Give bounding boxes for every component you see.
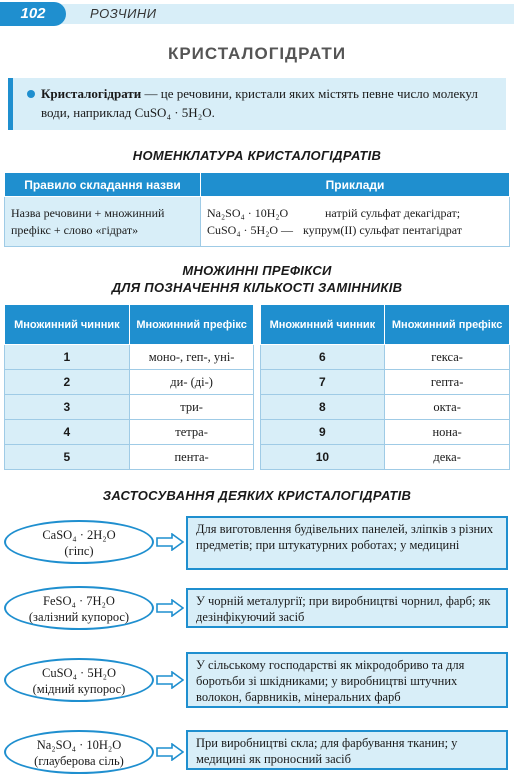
factor-cell: 1: [5, 345, 130, 370]
example-line: [207, 205, 503, 222]
rule-cell: Назва речовини + множинний префікс + слово «гідрат»: [5, 197, 201, 247]
definition-text: [41, 84, 501, 122]
col-rule-header: Правило складання назви: [5, 173, 201, 197]
factor-cell: 7: [260, 370, 385, 395]
table-row: [5, 445, 510, 470]
definition-end: .: [211, 105, 215, 120]
formula-oval: [4, 586, 154, 630]
factor-cell: 4: [5, 420, 130, 445]
example-name: натрій сульфат декагідрат;: [325, 205, 461, 220]
use-formula: CaSO₄ · 2H₂O: [42, 528, 116, 542]
use-formula: CuSO₄ · 5H₂O: [42, 666, 116, 680]
header-bar: [0, 4, 514, 24]
use-description: У сільському господарстві як мікродобриво та для боротьби зі шкідниками; у виробництві штучних волокон, барвників, мінеральних фарб: [186, 652, 508, 708]
col-factor-header: Множинний чинник: [5, 305, 130, 345]
col-prefix-header: Множинний префікс: [385, 305, 510, 345]
table-row: [5, 420, 510, 445]
use-name: (глауберова сіль): [34, 754, 124, 768]
prefixes-title-2: ДЛЯ ПОЗНАЧЕННЯ КІЛЬКОСТІ ЗАМІННИКІВ: [111, 280, 403, 295]
definition-body: — це речовини, кристали яких містять певне число молекул води, наприклад: [41, 86, 478, 120]
use-name: (мідний купорос): [32, 682, 126, 696]
prefix-cell: окта-: [385, 395, 510, 420]
factor-cell: 2: [5, 370, 130, 395]
right-arrow-icon: [156, 599, 184, 617]
col-prefix-header: Множинний префікс: [129, 305, 254, 345]
prefixes-table: [4, 304, 510, 470]
factor-cell: 8: [260, 395, 385, 420]
prefix-cell: дека-: [385, 445, 510, 470]
example-formula: Na₂SO₄ · 10H₂O: [207, 205, 289, 220]
factor-cell: 6: [260, 345, 385, 370]
col-examples-header: Приклади: [201, 173, 510, 197]
table-row: [5, 345, 510, 370]
example-name: купрум(II) сульфат пентагідрат: [303, 222, 462, 237]
page-number: 102: [0, 2, 66, 26]
page-title: КРИСТАЛОГІДРАТИ: [167, 44, 347, 63]
table-row: [5, 395, 510, 420]
prefix-cell: три-: [129, 395, 254, 420]
right-arrow-icon: [156, 743, 184, 761]
table-header-row: [5, 305, 510, 345]
prefix-cell: ди- (ді-): [129, 370, 254, 395]
table-row: [5, 370, 510, 395]
table-row: [5, 197, 510, 247]
uses-title: ЗАСТОСУВАННЯ ДЕЯКИХ КРИСТАЛОГІДРАТІВ: [102, 488, 412, 503]
definition-example: CuSO₄ · 5H₂O: [134, 105, 212, 120]
right-arrow-icon: [156, 671, 184, 689]
use-description: Для виготовлення будівельних панелей, зліпків з різних предметів; при штукатурних роботах; у медицині: [186, 516, 508, 570]
factor-cell: 10: [260, 445, 385, 470]
use-description: У чорній металургії; при виробництві чорнил, фарб; як дезінфікуючий засіб: [186, 588, 508, 628]
prefix-cell: нона-: [385, 420, 510, 445]
formula-oval: [4, 730, 154, 774]
prefix-cell: тетра-: [129, 420, 254, 445]
right-arrow-icon: [156, 533, 184, 551]
table-header-row: [5, 173, 510, 197]
example-line: [207, 222, 503, 239]
bullet-icon: [27, 90, 35, 98]
formula-oval: [4, 658, 154, 702]
page-header: [0, 0, 514, 30]
prefix-cell: пента-: [129, 445, 254, 470]
formula-oval: [4, 520, 154, 564]
use-name: (залізний купорос): [28, 610, 130, 624]
example-formula: CuSO₄ · 5H₂O —: [207, 222, 294, 237]
use-formula: FeSO₄ · 7H₂O: [43, 594, 115, 608]
prefix-cell: гекса-: [385, 345, 510, 370]
nomenclature-table: [4, 172, 510, 247]
col-factor-header: Множинний чинник: [260, 305, 385, 345]
factor-cell: 3: [5, 395, 130, 420]
definition-box: [8, 78, 506, 130]
use-description: При виробництві скла; для фарбування тканин; у медицині як проносний засіб: [186, 730, 508, 770]
examples-cell: [201, 197, 510, 247]
definition-term: Кристалогідрати: [41, 86, 142, 101]
prefix-cell: гепта-: [385, 370, 510, 395]
prefixes-title-1: МНОЖИННІ ПРЕФІКСИ: [182, 263, 332, 278]
nomenclature-title: НОМЕНКЛАТУРА КРИСТАЛОГІДРАТІВ: [132, 148, 382, 163]
chapter-title: РОЗЧИНИ: [90, 6, 157, 21]
factor-cell: 9: [260, 420, 385, 445]
factor-cell: 5: [5, 445, 130, 470]
prefix-cell: моно-, геп-, уні-: [129, 345, 254, 370]
use-name: (гіпс): [64, 544, 94, 558]
use-formula: Na₂SO₄ · 10H₂O: [36, 738, 122, 752]
